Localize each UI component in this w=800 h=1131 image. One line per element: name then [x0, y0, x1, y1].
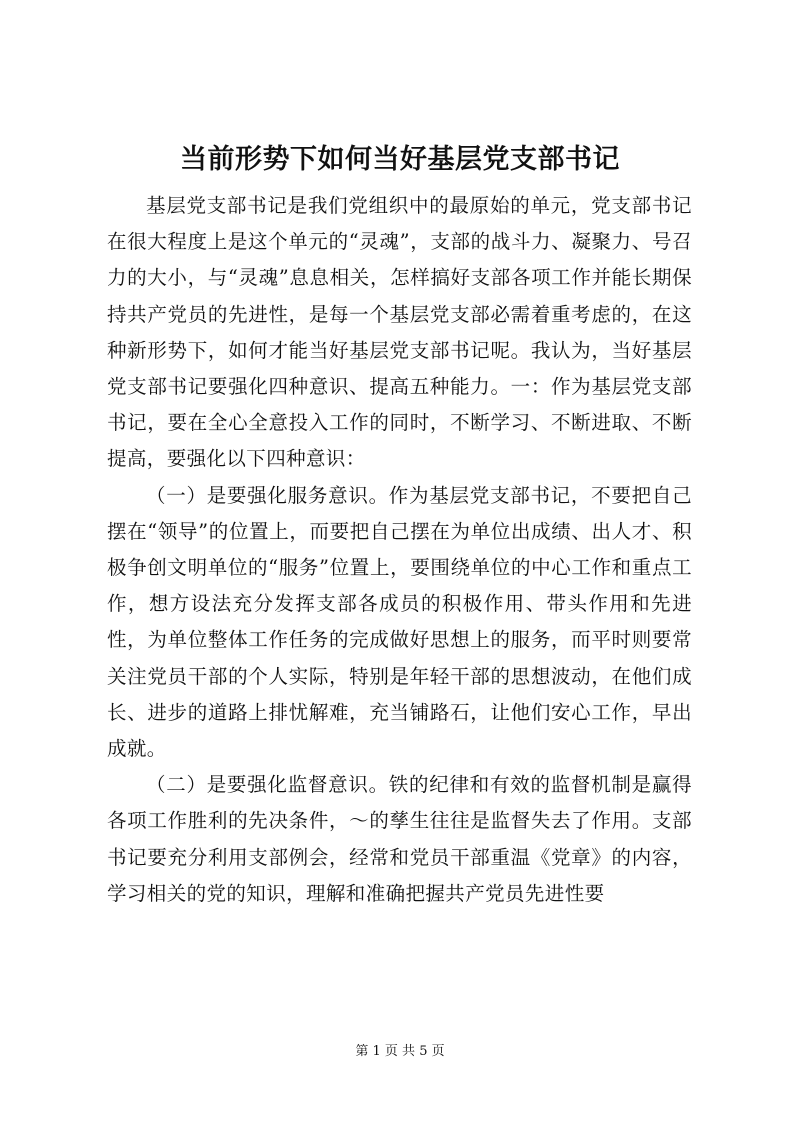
paragraph-intro: 基层党支部书记是我们党组织中的最原始的单元，党支部书记在很大程度上是这个单元的“灵魂”，支部的战斗力、凝聚力、号召力的大小，与“灵魂”息息相关，怎样搞好支部各项工作并能长期保持共产党员的先进性，是每一个基层党支部必需着重考虑的，在这种新形势下，如何才能当好基层党支部书记呢。我认为，当好基层党支部书记要强化四种意识、提高五种能力。一：作为基层党支部书记，要在全心全意投入工作的同时，不断学习、不断进取、不断提高，要强化以下四种意识：	[107, 194, 692, 471]
document-body	[107, 188, 692, 912]
page-number-footer: 第 1 页 共 5 页	[355, 1044, 445, 1059]
paragraph-supervision-awareness: （二）是要强化监督意识。铁的纪律和有效的监督机制是赢得各项工作胜利的先决条件，～的孳生往往是监督失去了作用。支部书记要充分利用支部例会，经常和党员干部重温《党章》的内容，学习相关的党的知识，理解和准确把握共产党员先进性要	[107, 773, 692, 905]
document-title: 当前形势下如何当好基层党支部书记	[180, 144, 620, 175]
paragraph-service-awareness: （一）是要强化服务意识。作为基层党支部书记，不要把自己摆在“领导”的位置上，而要把自己摆在为单位出成绩、出人才、积极争创文明单位的“服务”位置上，要围绕单位的中心工作和重点工作，想方设法充分发挥支部各成员的积极作用、带头作用和先进性，为单位整体工作任务的完成做好思想上的服务，而平时则要常关注党员干部的个人实际，特别是年轻干部的思想波动，在他们成长、进步的道路上排忧解难，充当铺路石，让他们安心工作，早出成就。	[107, 483, 692, 761]
